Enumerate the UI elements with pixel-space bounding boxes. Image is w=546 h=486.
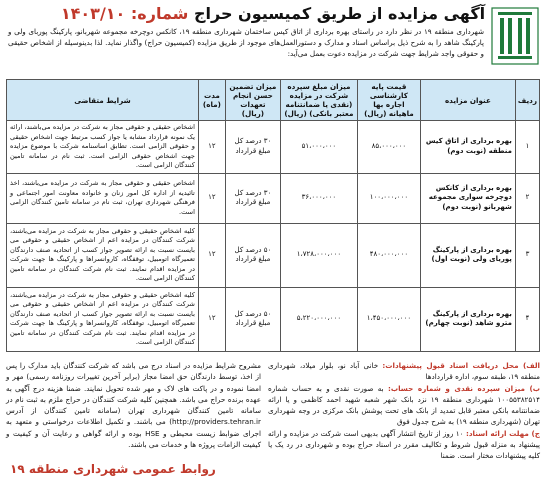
section-b-label: ب) میزان سپرده نقدی و شماره حساب: [388,383,541,393]
row-guarantee: ۵۰ درصد کل مبلغ قرارداد [225,287,280,351]
header-months: مدت (ماه) [198,80,225,121]
notice-details [6,360,540,478]
row-deposit: ۵۱،۰۰۰،۰۰۰ [280,121,357,174]
row-deposit: ۳۶،۰۰۰،۰۰۰ [280,173,357,223]
details-left-column [6,360,261,450]
section-c-text: ۱۰ روز از تاریخ انتشار آگهی [380,428,464,438]
left-text: مشروح شرایط مزایده در اسناد درج می باشد که شرکت کنندگان باید مدارک را پس از اخذ، توسط دارندگان حق امضا مجاز (برابر آخرین تغییرات روزنامه رسمی) مهر و امضا نموده و در پاکت های لاک و مهر شده تحویل نمایند. ضمنا هزینه درج آگهی به عهده برنده حراج می باشد. همچنین کلیه شرکت کنندگان در حراج ملزم به ثبت نام در سامانه تامین کنندگان شهرداری تهران (سامانه تامین کنندگان از آدرس http://providers.tehran.ir) می باشند. و تکمیل اطلاعات درخواستی و متعهد به اجرای ضوابط زیست محیطی و HSE بوده و ارائه گواهی و رعایت آن و کیفیت و کیفیت الزامات پروژه ها و خدمات می باشند. [6,361,261,450]
municipality-logo-icon [490,6,540,66]
notice-header [0,0,546,78]
row-deposit: ۵،۲۲۰،۰۰۰،۰۰۰ [280,287,357,351]
header-row-number: ردیف [515,80,539,121]
table-row [7,173,540,223]
row-conditions: اشخاص حقیقی و حقوقی مجاز به شرکت در مزایده می‌باشند، ارائه یک نمونه قرارداد مشابه یا جواز کسب مرتبط جهت اشخاص حقیقی و حقوقی الزامی است. تطابق اساسنامه شرکت با موضوع مزایده جهت اشخاص حقوقی الزامی است. ثبت نام در سامانه تامین کنندگان الزامی است. [7,121,199,174]
row-guarantee: ۳۰ درصد کل مبلغ قرارداد [225,173,280,223]
section-a-label: الف) محل دریافت اسناد قبول پیشنهادات: [382,361,540,370]
section-b-text: به صورت نقدی و به حساب شماره ۱۰۰۵۵۳۸۲۵۱۴ شهرداری منطقه ۱۹ نزد بانک شهر شعبه شهید احمد کاظمی و یا ارائه ضمانتنامه بانکی معتبر قابل تمدید از بانک های تحت پوشش بانک مرکزی در وجه شهرداری تهران (شهرداری منطقه ۱۹) به شرح جدول فوق [268,383,540,427]
row-title: بهره برداری از پارکینگ پوربای ولی (نوبت اول) [420,223,515,287]
row-months: ۱۲ [198,223,225,287]
header-guarantee: میزان تضمین حسن انجام تعهدات (ریال) [225,80,280,121]
header-title: عنوان مزایده [420,80,515,121]
table-row [7,287,540,351]
row-months: ۱۲ [198,173,225,223]
row-number: ۴ [515,287,539,351]
row-conditions: اشخاص حقیقی و حقوقی مجاز به شرکت در مزایده می‌باشند، اخذ تائیدیه از اداره کل امور زنان و خانواده معاونت امور اجتماعی و فرهنگی شهرداری تهران، ثبت نام در سامانه تامین کنندگان الزامی است. [7,173,199,223]
notice-title [60,4,486,23]
header-deposit: میزان مبلغ سپرده شرکت در مزایده (نقدی یا ضمانتنامه معتبر بانکی) (ریال) [280,80,357,121]
row-conditions: کلیه اشخاص حقیقی و حقوقی مجاز به شرکت در مزایده می‌باشند، شرکت کنندگان در مزایده اعم از اشخاص حقیقی و حقوقی می بایست نسبت به ارائه تصویر جواز کسب از اتحادیه صنف دارندگان تعمیرگاه اتومبیل، توقفگاه، کاروانسراها و پارکینگ ها جهت شرکت در مزایده اقدام نمایند. ثبت نام شرکت کنندگان در سامانه تامین کنندگان الزامی است. [7,287,199,351]
row-base-price: ۱،۴۵۰،۰۰۰،۰۰۰ [357,287,420,351]
auction-table [6,79,540,352]
row-months: ۱۲ [198,287,225,351]
table-header-row [7,80,540,121]
section-a-text: خانی آباد نو، بلوار میلاد، شهرداری منطقه ۱۹، طبقه سوم، اداره قراردادها [268,361,540,382]
header-conditions: شرایط متقاضی [7,80,199,121]
table-row [7,121,540,174]
row-months: ۱۲ [198,121,225,174]
details-right-column [268,360,540,462]
row-base-price: ۱۰۰،۰۰۰،۰۰۰ [357,173,420,223]
table-row [7,223,540,287]
public-relations-signature: روابط عمومی شهرداری منطقه ۱۹ [10,462,216,476]
section-tail-text: بدیهی است شرکت در مزایده و ارائه پیشنهاد به منزله قبول شروط و تکالیف مقرر در اسناد حراج بوده و شهرداری در رد یک یا کلیه پیشنهادات مختار است. ضمنا [268,428,540,461]
header-base-price: قیمت پایه کارشناسی اجاره بها ماهیانه (ریال) [357,80,420,121]
row-guarantee: ۵۰ درصد کل مبلغ قرارداد [225,223,280,287]
notice-intro: شهرداری منطقه ۱۹ در نظر دارد در راستای بهره برداری از اتاق کیس ساختمان شهرداری منطقه ۱۹، کانکس دوچرخه مجموعه شهربانو، پارکینگ پوربای ولی و پارکینگ شاهد را به شرح ذیل براساس اسناد و مدارک و دستورالعمل‌های موجود از طریق مزایده (کمیسیون حراج) واگذار نماید. لذا بدینوسیله از اشخاص حقیقی و حقوقی واجد شرایط جهت شرکت در مزایده دعوت بعمل می‌آید: [8,27,484,58]
row-number: ۳ [515,223,539,287]
row-base-price: ۴۸۰،۰۰۰،۰۰۰ [357,223,420,287]
row-number: ۱ [515,121,539,174]
row-title: بهره برداری از کانکس دوچرخه سواری مجموعه شهربانو (نوبت دوم) [420,173,515,223]
row-title: بهره برداری از پارکینگ مترو شاهد (نوبت چهارم) [420,287,515,351]
row-deposit: ۱،۷۲۸،۰۰۰،۰۰۰ [280,223,357,287]
row-guarantee: ۳۰ درصد کل مبلغ قرارداد [225,121,280,174]
row-base-price: ۸۵،۰۰۰،۰۰۰ [357,121,420,174]
title-prefix: آگهی مزایده از طریق کمیسیون حراج [193,4,486,23]
section-c-label: ج) مهلت ارائه اسناد: [465,428,540,438]
row-title: بهره برداری از اتاق کیس منطقه (نوبت دوم) [420,121,515,174]
title-number: شماره: ۱۴۰۳/۱۰ [60,4,189,23]
row-conditions: کلیه اشخاص حقیقی و حقوقی مجاز به شرکت در مزایده می‌باشند، شرکت کنندگان در مزایده اعم از اشخاص حقیقی و حقوقی می بایست نسبت به ارائه تصویر جواز کسب از اتحادیه صنف دارندگان تعمیرگاه اتومبیل، توقفگاه، کاروانسراها و پارکینگ ها جهت شرکت در مزایده اقدام نمایند. ثبت نام شرکت کنندگان در سامانه تامین کنندگان الزامی است. [7,223,199,287]
row-number: ۲ [515,173,539,223]
